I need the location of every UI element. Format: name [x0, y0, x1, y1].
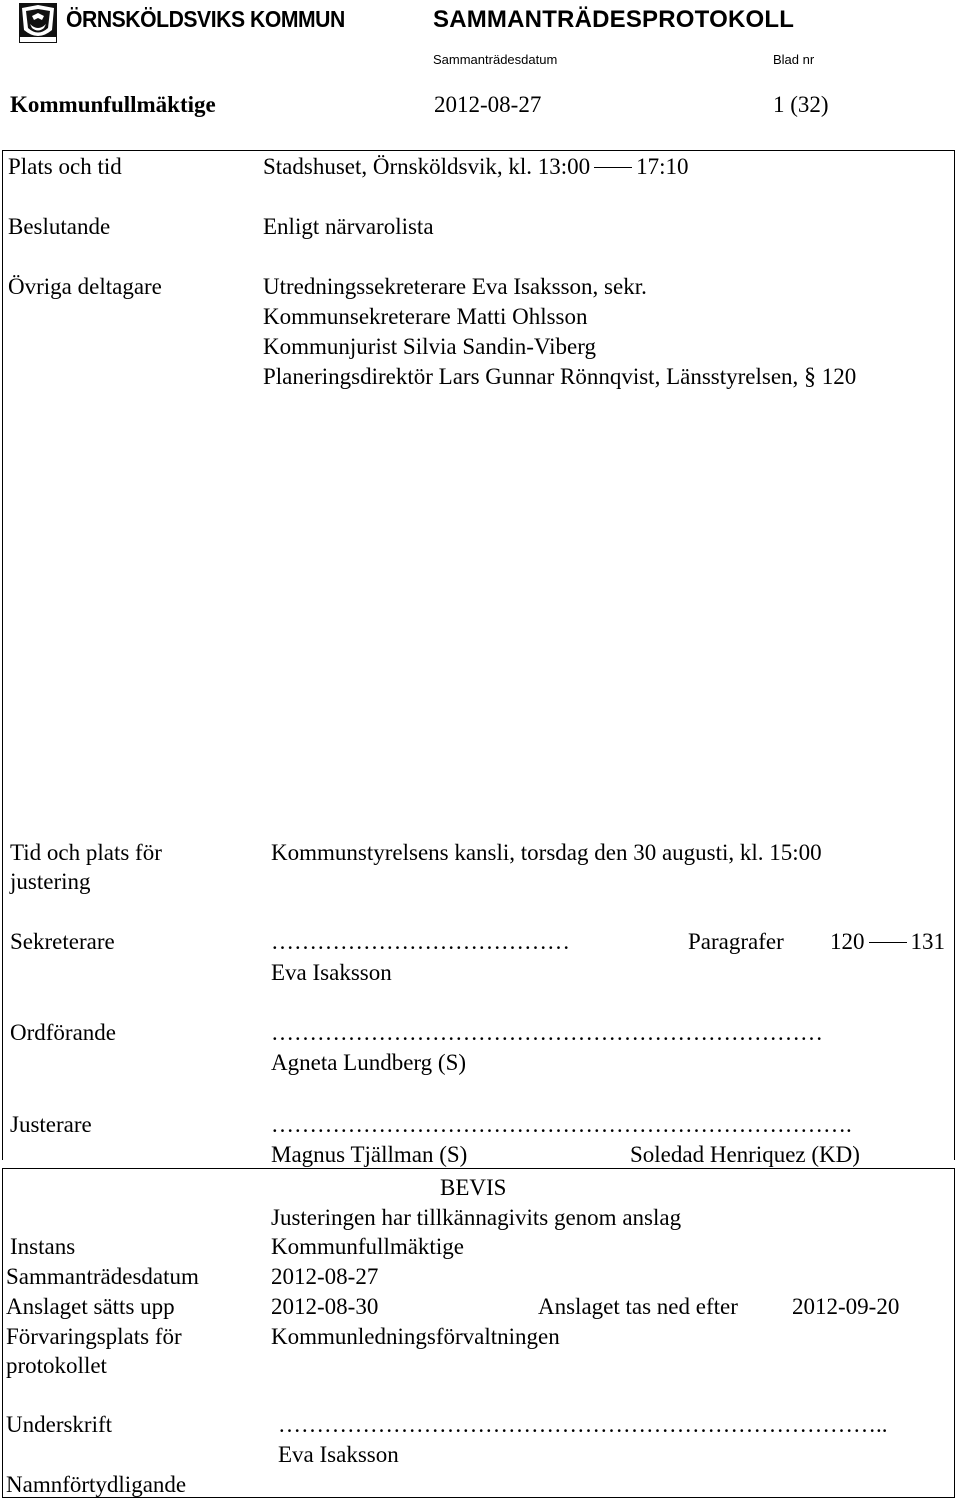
signature-name: Eva Isaksson [278, 1442, 399, 1467]
certificate-statement: Justeringen har tillkännagivits genom anslag [271, 1205, 682, 1230]
removed-value: 2012-09-20 [792, 1294, 900, 1319]
instance-value: Kommunfullmäktige [271, 1234, 464, 1259]
others-line [263, 364, 856, 391]
others-line: Utredningssekreterare Eva Isaksson, sekr. [263, 274, 647, 299]
coat-of-arms-icon [18, 2, 58, 44]
paragraphs-from: 120 [830, 929, 865, 954]
adjustment-time-label-2: justering [10, 869, 91, 894]
posted-label: Anslaget sätts upp [6, 1294, 175, 1319]
paragraphs-dash [869, 942, 907, 943]
removed-label: Anslaget tas ned efter [538, 1294, 738, 1319]
place-time-label: Plats och tid [8, 154, 122, 179]
certificate-title: BEVIS [440, 1175, 507, 1200]
adjuster-2-name: Soledad Henriquez (KD) [630, 1142, 860, 1167]
secretary-name: Eva Isaksson [271, 960, 392, 985]
certificate-date-label: Sammanträdesdatum [6, 1264, 199, 1289]
signature-label: Underskrift [6, 1412, 113, 1437]
secretary-label: Sekreterare [10, 929, 115, 954]
adjuster-1-name: Magnus Tjällman (S) [271, 1142, 468, 1167]
others-label: Övriga deltagare [8, 274, 162, 299]
chair-label: Ordförande [10, 1020, 117, 1045]
instance-label: Instans [10, 1234, 76, 1259]
section-sign: § [804, 364, 817, 390]
paragraphs-range [830, 929, 945, 955]
adjustment-time-value: Kommunstyrelsens kansli, torsdag den 30 augusti, kl. 15:00 [271, 840, 822, 865]
signature-line: …………………………………………………………………….. [278, 1412, 888, 1437]
place-time-value [263, 154, 689, 180]
storage-label-2: protokollet [6, 1353, 107, 1378]
meeting-date: 2012-08-27 [434, 92, 542, 117]
place-value: Stadshuset, Örnsköldsvik, kl. 13:00 [263, 154, 591, 179]
posted-value: 2012-08-30 [271, 1294, 379, 1319]
others-line: Kommunjurist Silvia Sandin-Viberg [263, 334, 596, 359]
secretary-signature-line: ………………………………… [271, 929, 570, 954]
page-number: 1 (32) [773, 92, 829, 117]
others-line: Kommunsekreterare Matti Ohlsson [263, 304, 588, 329]
document-type: SAMMANTRÄDESPROTOKOLL [433, 6, 795, 33]
paragraphs-to: 131 [910, 929, 945, 954]
details-frame [2, 150, 955, 1160]
paragraphs-label: Paragrafer [688, 929, 784, 954]
others-line-text: Planeringsdirektör Lars Gunnar Rönnqvist, Länsstyrelsen, [263, 364, 799, 389]
committee-name: Kommunfullmäktige [10, 92, 216, 117]
deciding-value: Enligt närvarolista [263, 214, 434, 239]
adjusters-signature-line: …………………………………………………………………. [271, 1112, 852, 1137]
municipality-name: ÖRNSKÖLDSVIKS KOMMUN [66, 6, 345, 32]
end-time: 17:10 [636, 154, 689, 179]
time-range-dash [594, 167, 632, 168]
deciding-label: Beslutande [8, 214, 111, 239]
certificate-date-value: 2012-08-27 [271, 1264, 379, 1289]
storage-value: Kommunledningsförvaltningen [271, 1324, 560, 1349]
storage-label: Förvaringsplats för [6, 1324, 182, 1349]
meeting-date-caption: Sammanträdesdatum [433, 52, 558, 67]
adjustment-time-label: Tid och plats för [10, 840, 162, 865]
adjusters-label: Justerare [10, 1112, 92, 1137]
chair-signature-line: ……………………………………………………………… [271, 1020, 823, 1045]
chair-name: Agneta Lundberg (S) [271, 1050, 467, 1075]
clarification-label: Namnförtydligande [6, 1472, 187, 1497]
section-number: 120 [821, 364, 857, 389]
page-number-caption: Blad nr [773, 52, 815, 67]
